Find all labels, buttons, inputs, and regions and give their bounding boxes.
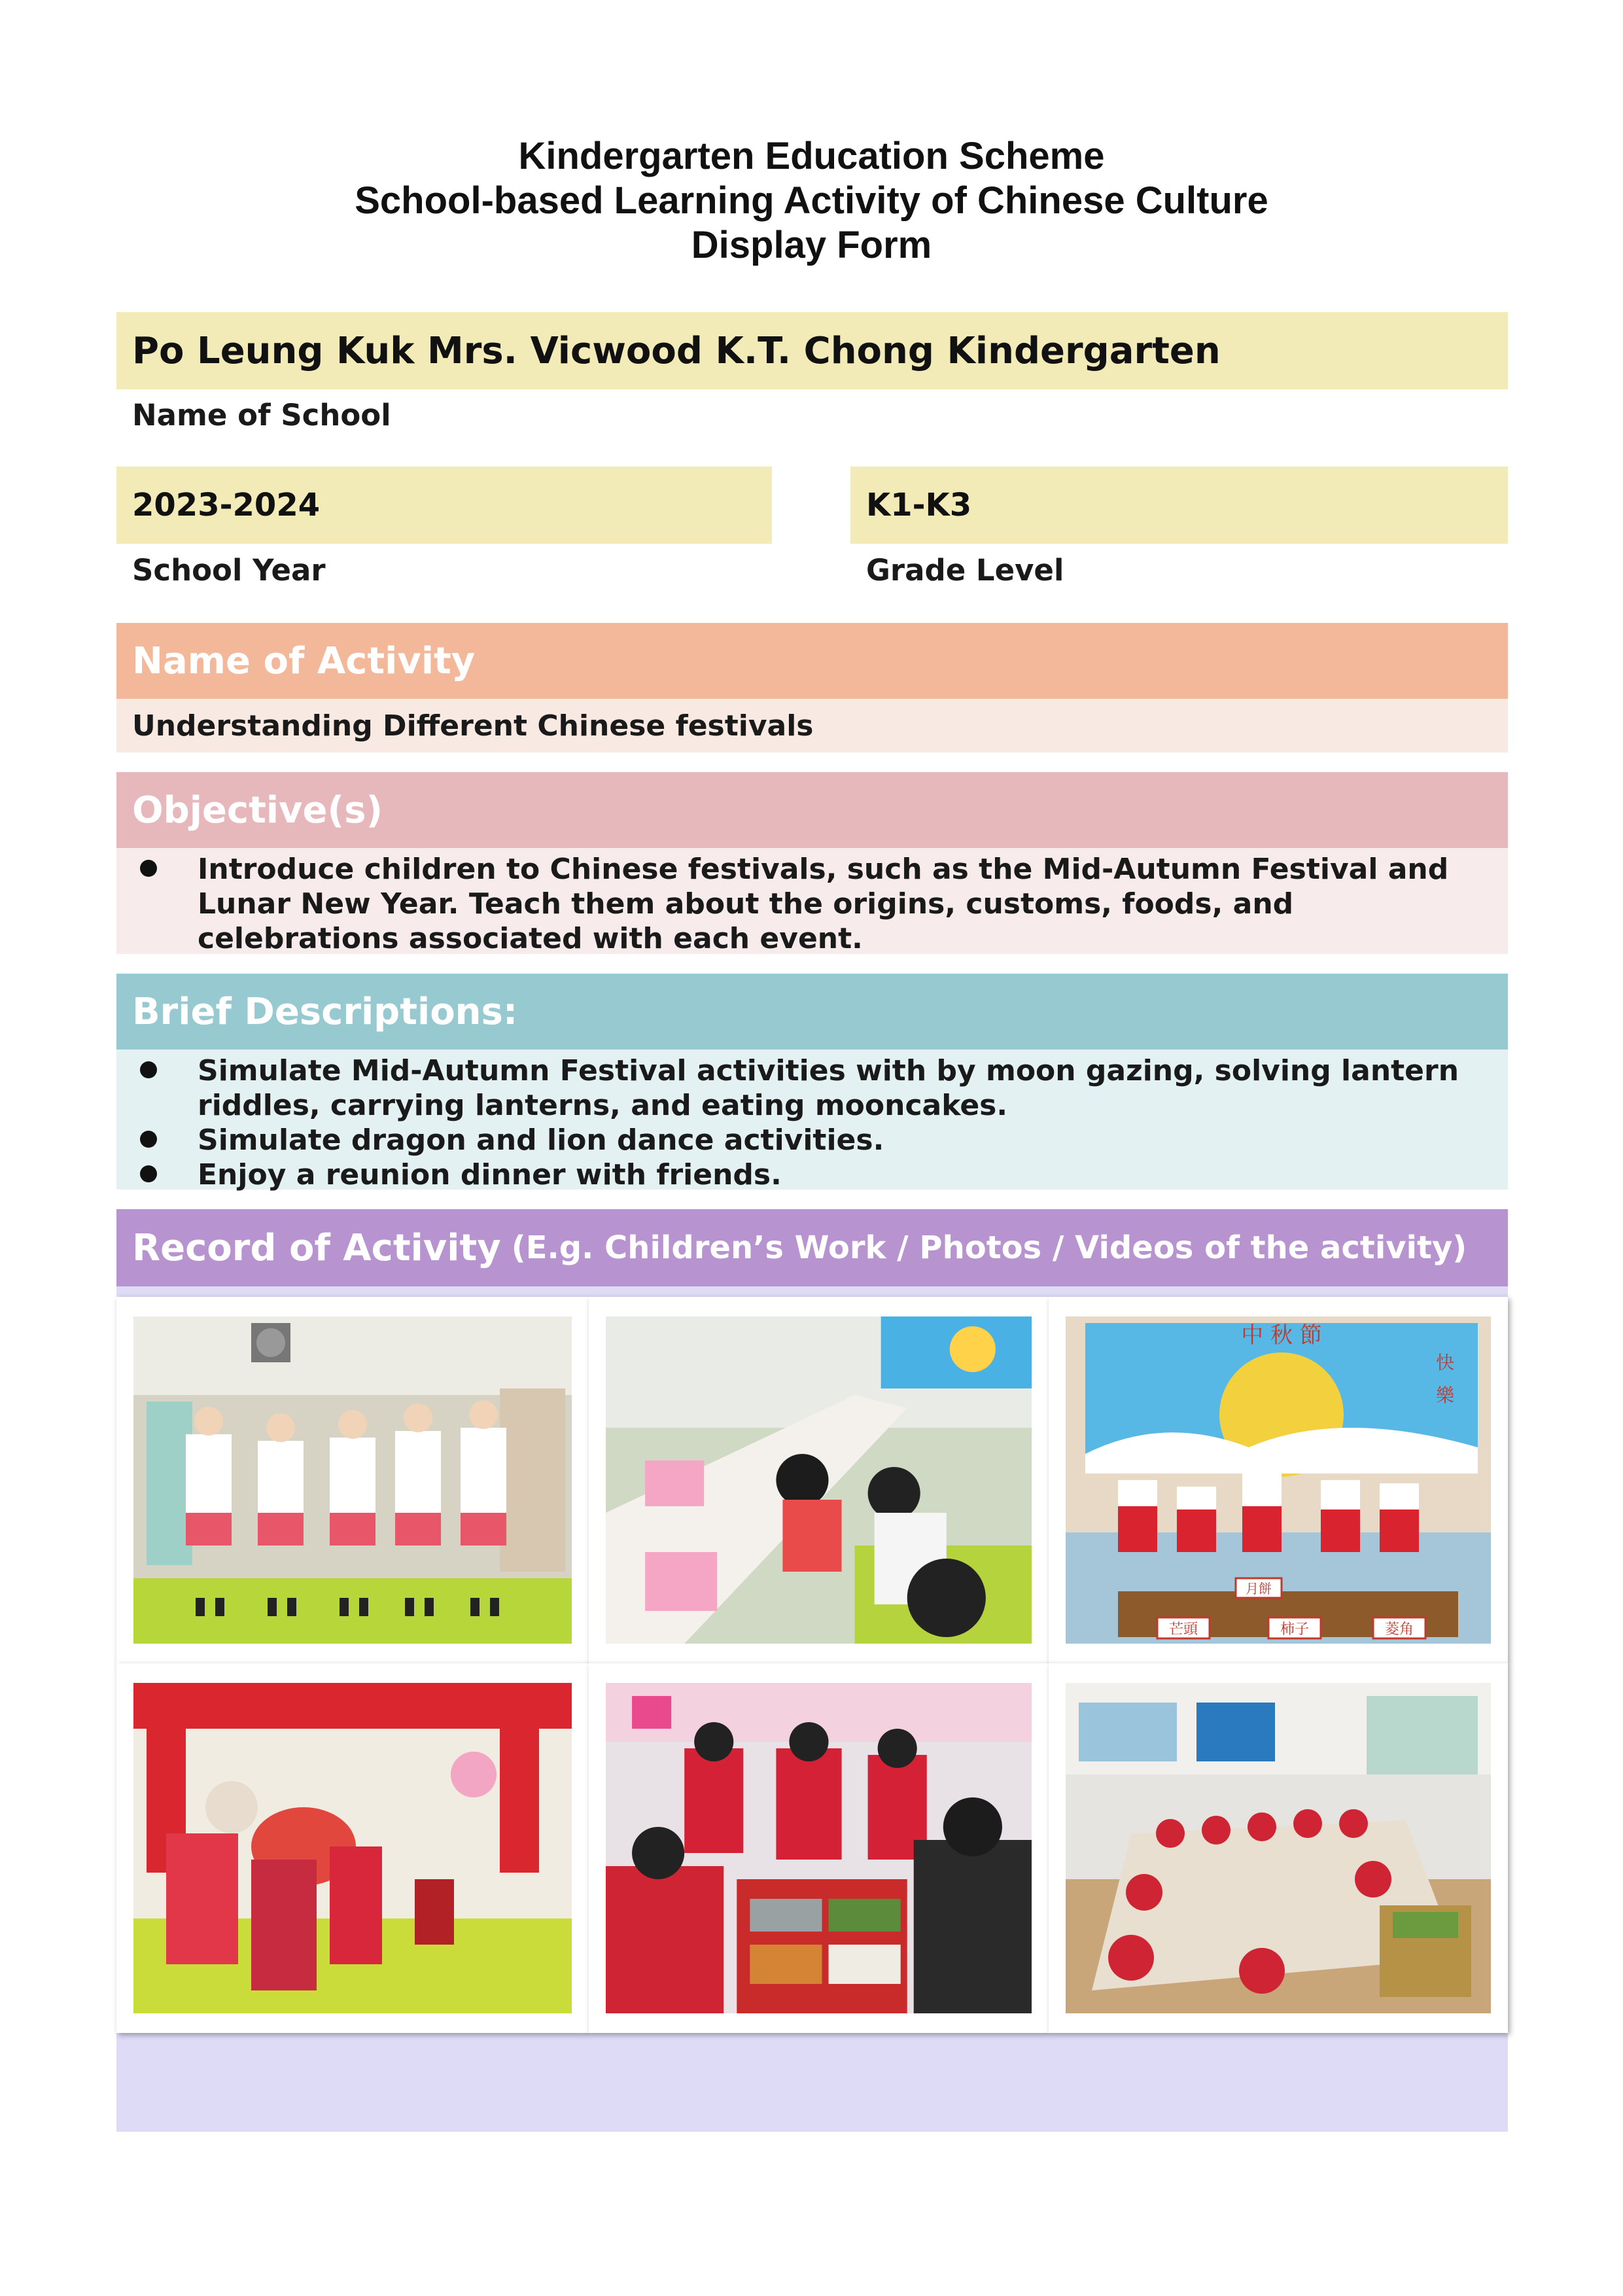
food-label-persimmon: 柿子: [1280, 1621, 1310, 1638]
photo-lion-dance[interactable]: [116, 1663, 589, 2033]
record-heading-text: Record of Activity: [132, 1226, 501, 1269]
objectives-heading: [116, 772, 1508, 848]
photo-lantern-crafts[interactable]: [589, 1297, 1049, 1663]
photo-lion-dance-image: [133, 1683, 572, 2013]
school-name-label: Name of School: [132, 398, 391, 433]
school-name-field: [116, 312, 1508, 389]
objectives-list: [116, 848, 1508, 956]
greeting-char-2: 樂: [1435, 1385, 1455, 1406]
list-item: Enjoy a reunion dinner with friends.: [132, 1157, 1482, 1192]
descriptions-list: [116, 1050, 1508, 1192]
descriptions-body: [116, 1050, 1508, 1190]
photo-serving-food-image: [606, 1683, 1032, 2013]
list-item: Simulate Mid-Autumn Festival activities with by moon gazing, solving lantern riddles, carrying lanterns, and eating mooncakes.: [132, 1053, 1482, 1123]
photo-reunion-dinner-image: [1066, 1683, 1491, 2013]
photo-mid-autumn-display[interactable]: [1049, 1297, 1508, 1663]
objectives-heading-text: Objective(s): [132, 788, 383, 832]
photo-children-costumes-image: [133, 1316, 572, 1644]
photo-lantern-crafts-image: [606, 1316, 1032, 1644]
food-label-mooncake: 月餅: [1246, 1581, 1272, 1597]
activity-heading-text: Name of Activity: [132, 639, 476, 682]
bullet-icon: [140, 860, 157, 877]
form-title: [0, 134, 1623, 268]
school-year-label: School Year: [132, 553, 326, 588]
grade-level-label: Grade Level: [866, 553, 1064, 588]
list-item: Simulate dragon and lion dance activities.: [132, 1123, 1482, 1157]
list-item: Introduce children to Chinese festivals, such as the Mid-Autumn Festival and Lunar New Year. Teach them about the origins, customs, foods, and celebrations associated with each event.: [132, 852, 1482, 956]
school-year-value: 2023-2024: [132, 487, 321, 523]
festival-banner-text: 中 秋 節: [1241, 1322, 1322, 1349]
record-heading: [116, 1209, 1508, 1286]
school-year-field: [116, 467, 772, 544]
food-label-water-caltrop: 菱角: [1384, 1621, 1414, 1638]
photo-children-costumes[interactable]: [116, 1297, 589, 1663]
photo-serving-food[interactable]: [589, 1663, 1049, 2033]
activity-body: [116, 699, 1508, 752]
record-subheading: (E.g. Children’s Work / Photos / Videos of the activity): [511, 1229, 1467, 1266]
school-name-value: Po Leung Kuk Mrs. Vicwood K.T. Chong Kindergarten: [132, 329, 1221, 372]
photo-grid: [116, 1297, 1508, 2033]
bullet-icon: [140, 1131, 157, 1148]
photo-mid-autumn-display-image: [1066, 1316, 1491, 1644]
grade-level-value: K1-K3: [866, 487, 972, 523]
title-line-1: Kindergarten Education Scheme: [518, 135, 1105, 177]
title-line-2: School-based Learning Activity of Chinese Culture: [355, 179, 1268, 222]
grade-level-field: [850, 467, 1508, 544]
objectives-body: [116, 848, 1508, 954]
descriptions-heading: [116, 974, 1508, 1050]
food-label-taro: 芒頭: [1168, 1621, 1198, 1638]
activity-heading: [116, 623, 1508, 699]
bullet-icon: [140, 1061, 157, 1078]
photo-reunion-dinner[interactable]: [1049, 1663, 1508, 2033]
greeting-char-1: 快: [1435, 1352, 1455, 1373]
descriptions-heading-text: Brief Descriptions:: [132, 990, 518, 1033]
activity-name-value: Understanding Different Chinese festivals: [132, 709, 814, 743]
title-line-3: Display Form: [691, 224, 932, 266]
bullet-icon: [140, 1165, 157, 1182]
